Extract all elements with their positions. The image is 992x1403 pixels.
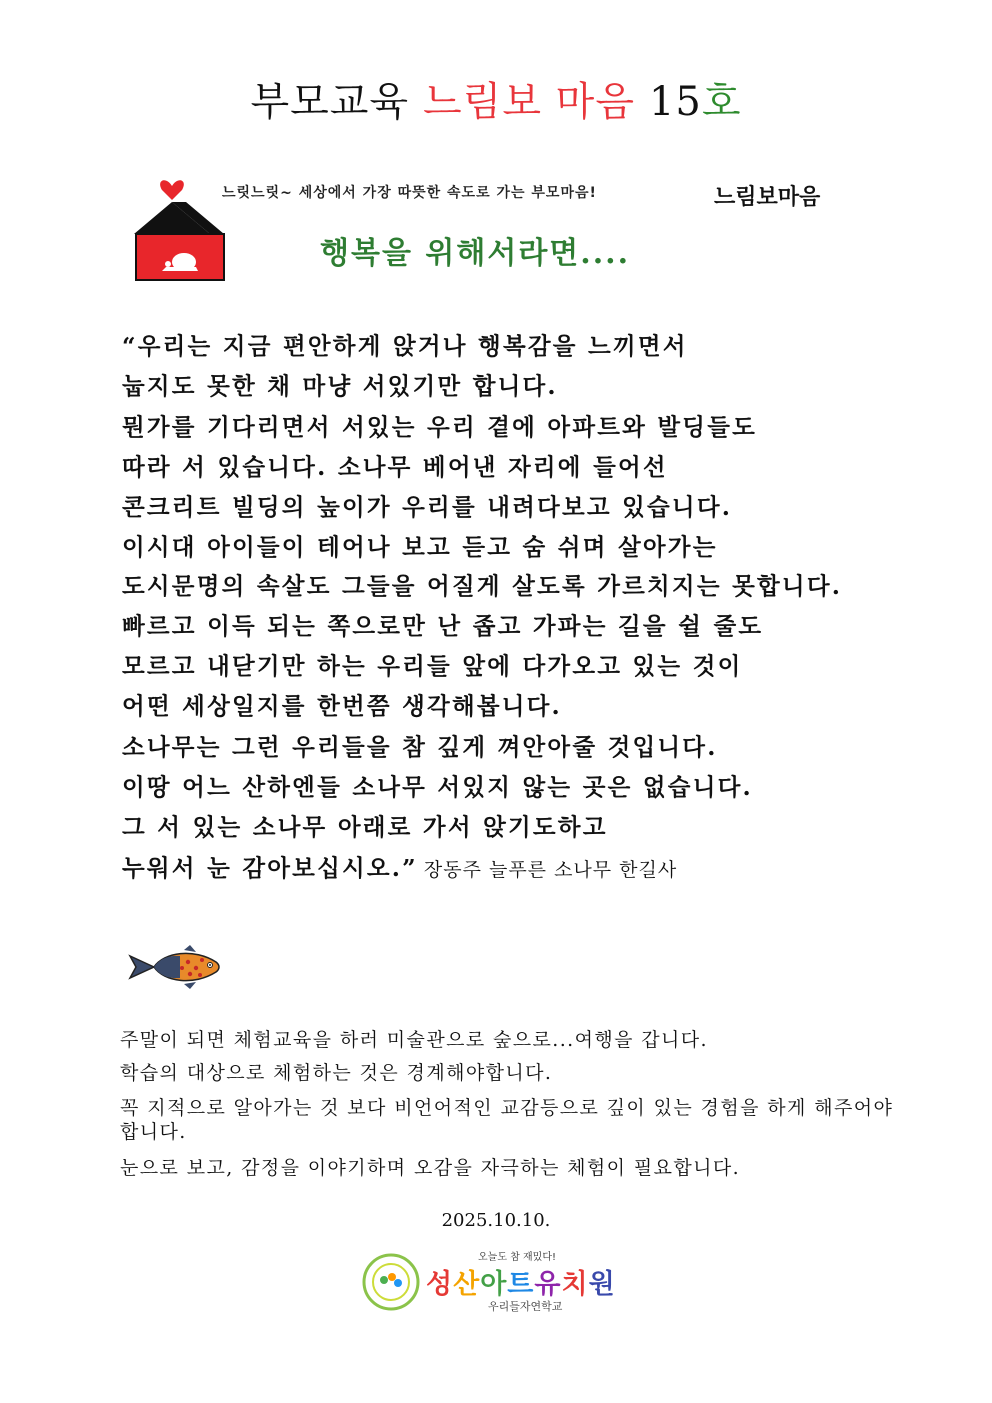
kindergarten-name-char: 산 (453, 1269, 481, 1300)
kindergarten-name-char: 유 (534, 1269, 562, 1300)
title-part-ho: 호 (701, 79, 742, 125)
quote-source: 장동주 늘푸른 소나무 한길사 (423, 858, 678, 881)
publication-date: 2025.10.10. (441, 1210, 551, 1231)
kindergarten-name-char: 트 (507, 1269, 535, 1300)
quote-last-line (122, 848, 902, 890)
logo-subtitle: 우리들자연학교 (488, 1300, 563, 1313)
kindergarten-name (426, 1262, 616, 1301)
quote-line: 도시문명의 속살도 그들을 어질게 살도록 가르치지는 못합니다. (122, 571, 843, 600)
subtitle: 행복을 위해서라면.... (320, 236, 631, 271)
quote-line: 뭔가를 기다리면서 서있는 우리 곁에 아파트와 발딩들도 (122, 412, 758, 441)
quote-line: 소나무는 그런 우리들을 참 깊게 껴안아줄 것입니다. (122, 732, 718, 761)
quote-line: 눕지도 못한 채 마냥 서있기만 합니다. (122, 372, 558, 401)
quote-line: 따라 서 있습니다. 소나무 베어낸 자리에 들어선 (122, 452, 668, 481)
brand-name: 느림보마음 (714, 185, 821, 210)
kindergarten-name-char: 아 (480, 1269, 508, 1300)
paragraph-line: 학습의 대상으로 체험하는 것은 경계해야합니다. (120, 1062, 553, 1084)
quote-line: 그 서 있는 소나무 아래로 가서 앉기도하고 (122, 813, 608, 842)
page-title (0, 70, 992, 127)
title-part-slow-heart: 느림보 마음 (423, 79, 635, 125)
fish-icon (124, 944, 224, 990)
title-part-education: 부모교육 (250, 79, 410, 125)
quote-line: “우리는 지금 편안하게 앉거나 행복감을 느끼면서 (122, 332, 688, 360)
parenting-paragraphs (120, 1024, 910, 1185)
quote-line: 이시대 아이들이 테어나 보고 듣고 숨 쉬며 살아가는 (122, 533, 718, 562)
paragraph-line: 눈으로 보고, 감정을 이야기하며 오감을 자극하는 체험이 필요합니다. (120, 1157, 741, 1179)
tagline: 느릿느릿~ 세상에서 가장 따뜻한 속도로 가는 부모마음! (222, 185, 597, 201)
quote-line: 이땅 어느 산하엔들 소나무 서있지 않는 곳은 없습니다. (122, 772, 753, 801)
paragraph-line: 꼭 지적으로 알아가는 것 보다 비언어적인 교감등으로 깊이 있는 경험을 하게 해주어야합니다. (120, 1097, 894, 1143)
house-snail-icon (132, 172, 228, 282)
kindergarten-name-char: 치 (561, 1269, 589, 1300)
quote-line: 어떤 세상일지를 한번쯤 생각해봅니다. (122, 692, 562, 721)
kindergarten-badge-icon (362, 1253, 420, 1311)
kindergarten-name-char: 성 (426, 1269, 454, 1300)
logo-slogan: 오늘도 참 재밌다! (478, 1252, 556, 1263)
title-part-number: 15 (648, 79, 702, 125)
quote-block (122, 326, 902, 890)
quote-line: 빠르고 이득 되는 쪽으로만 난 좁고 가파는 길을 쉴 줄도 (122, 611, 764, 640)
kindergarten-name-char: 원 (588, 1269, 616, 1300)
quote-line: 모르고 내닫기만 하는 우리들 앞에 다가오고 있는 것이 (122, 652, 743, 681)
quote-line: 콘크리트 빌딩의 높이가 우리를 내려다보고 있습니다. (122, 493, 733, 522)
quote-line: 누워서 눈 감아보십시오.” (122, 853, 418, 882)
paragraph-line: 주말이 되면 체험교육을 하러 미술관으로 숲으로...여행을 갑니다. (120, 1029, 709, 1051)
